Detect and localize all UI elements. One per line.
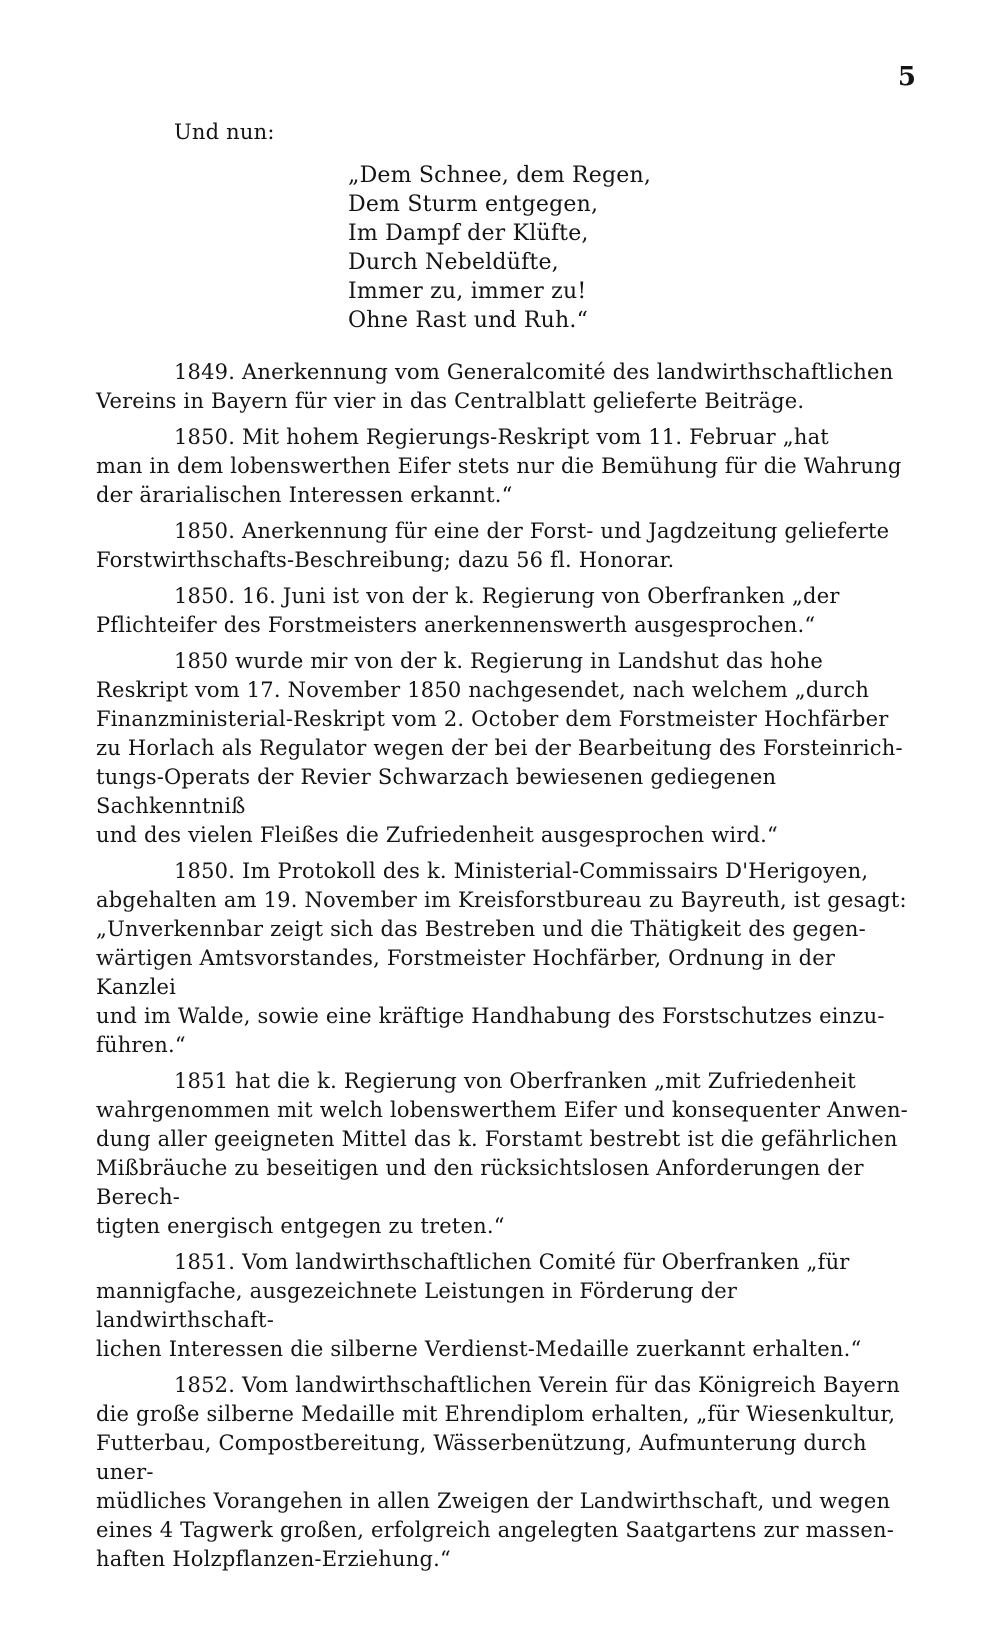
entry-1852-verein: [96, 1371, 918, 1574]
entry-line: müdliches Vorangehen in allen Zweigen der Landwirthschaft, und wegen: [96, 1489, 891, 1513]
entry-line: zu Horlach als Regulator wegen der bei der Bearbeitung des Forsteinrich-: [96, 736, 903, 760]
entry-line: führen.“: [96, 1033, 186, 1057]
entry-line: 1850. Mit hohem Regierungs-Reskript vom 11. Februar „hat: [174, 425, 829, 449]
entry-line: dung aller geeigneten Mittel das k. Forstamt bestrebt ist die gefährlichen: [96, 1127, 898, 1151]
poem-line: Durch Nebeldüfte,: [348, 250, 559, 275]
entry-line: 1850. Im Protokoll des k. Ministerial-Commissairs D'Herigoyen,: [174, 859, 869, 883]
entry-1850-reskript: [96, 423, 918, 510]
entry-line: der ärarialischen Interessen erkannt.“: [96, 483, 513, 507]
entry-line: 1852. Vom landwirthschaftlichen Verein für das Königreich Bayern: [174, 1373, 900, 1397]
entry-1850-juni: [96, 582, 918, 640]
entry-line: die große silberne Medaille mit Ehrendiplom erhalten, „für Wiesenkultur,: [96, 1402, 896, 1426]
poem-line: Ohne Rast und Ruh.“: [348, 308, 589, 333]
entry-line: und des vielen Fleißes die Zufriedenheit ausgesprochen wird.“: [96, 823, 778, 847]
entry-line: mannigfache, ausgezeichnete Leistungen in Förderung der landwirthschaft-: [96, 1279, 738, 1332]
body-text: [96, 118, 918, 1581]
entry-line: 1851 hat die k. Regierung von Oberfranken „mit Zufriedenheit: [174, 1069, 856, 1093]
entry-line: man in dem lobenswerthen Eifer stets nur die Bemühung für die Wahrung: [96, 454, 902, 478]
poem-line: „Dem Schnee, dem Regen,: [348, 163, 652, 188]
entry-line: 1850 wurde mir von der k. Regierung in Landshut das hohe: [174, 649, 823, 673]
poem: [348, 161, 918, 335]
entry-line: Vereins in Bayern für vier in das Centralblatt gelieferte Beiträge.: [96, 389, 805, 413]
poem-line: Dem Sturm entgegen,: [348, 192, 599, 217]
poem-line: Im Dampf der Klüfte,: [348, 221, 589, 246]
entry-line: „Unverkennbar zeigt sich das Bestreben und die Thätigkeit des gegen-: [96, 917, 866, 941]
entry-line: Finanzministerial-Reskript vom 2. October dem Forstmeister Hochfärber: [96, 707, 889, 731]
entry-line: Pflichteifer des Forstmeisters anerkennenswerth ausgesprochen.“: [96, 613, 816, 637]
entry-line: wärtigen Amtsvorstandes, Forstmeister Hochfärber, Ordnung in der Kanzlei: [96, 946, 836, 999]
entry-line: 1850. Anerkennung für eine der Forst- und Jagdzeitung gelieferte: [174, 519, 890, 543]
entry-line: Mißbräuche zu beseitigen und den rücksichtslosen Anforderungen der Berech-: [96, 1156, 864, 1209]
poem-line: Immer zu, immer zu!: [348, 279, 587, 304]
entry-1850-protokoll: [96, 857, 918, 1060]
entry-line: Futterbau, Compostbereitung, Wässerbenützung, Aufmunterung durch uner-: [96, 1431, 867, 1484]
entry-line: 1851. Vom landwirthschaftlichen Comité für Oberfranken „für: [174, 1250, 850, 1274]
entry-line: und im Walde, sowie eine kräftige Handhabung des Forstschutzes einzu-: [96, 1004, 885, 1028]
entry-line: tigten energisch entgegen zu treten.“: [96, 1214, 505, 1238]
entry-line: Reskript vom 17. November 1850 nachgesendet, nach welchem „durch: [96, 678, 870, 702]
intro-line: Und nun:: [174, 120, 275, 144]
entry-line: haften Holzpflanzen-Erziehung.“: [96, 1547, 451, 1571]
entry-line: lichen Interessen die silberne Verdienst-Medaille zuerkannt erhalten.“: [96, 1337, 862, 1361]
entry-line: 1850. 16. Juni ist von der k. Regierung von Oberfranken „der: [174, 584, 840, 608]
entry-line: eines 4 Tagwerk großen, erfolgreich angelegten Saatgartens zur massen-: [96, 1518, 895, 1542]
entry-line: tungs-Operats der Revier Schwarzach bewiesenen gediegenen Sachkenntniß: [96, 765, 777, 818]
entry-line: abgehalten am 19. November im Kreisforstbureau zu Bayreuth, ist gesagt:: [96, 888, 907, 912]
entry-1851-comite: [96, 1248, 918, 1364]
entry-line: Forstwirthschafts-Beschreibung; dazu 56 fl. Honorar.: [96, 548, 675, 572]
entry-line: 1849. Anerkennung vom Generalcomité des landwirthschaftlichen: [174, 360, 894, 384]
entry-1850-zeitung: [96, 517, 918, 575]
entries: [96, 358, 918, 1574]
page-number: 5: [897, 62, 916, 92]
entry-1849: [96, 358, 918, 416]
entry-1850-landshut: [96, 647, 918, 850]
entry-line: wahrgenommen mit welch lobenswerthem Eifer und konsequenter Anwen-: [96, 1098, 908, 1122]
entry-1851-regierung: [96, 1067, 918, 1241]
